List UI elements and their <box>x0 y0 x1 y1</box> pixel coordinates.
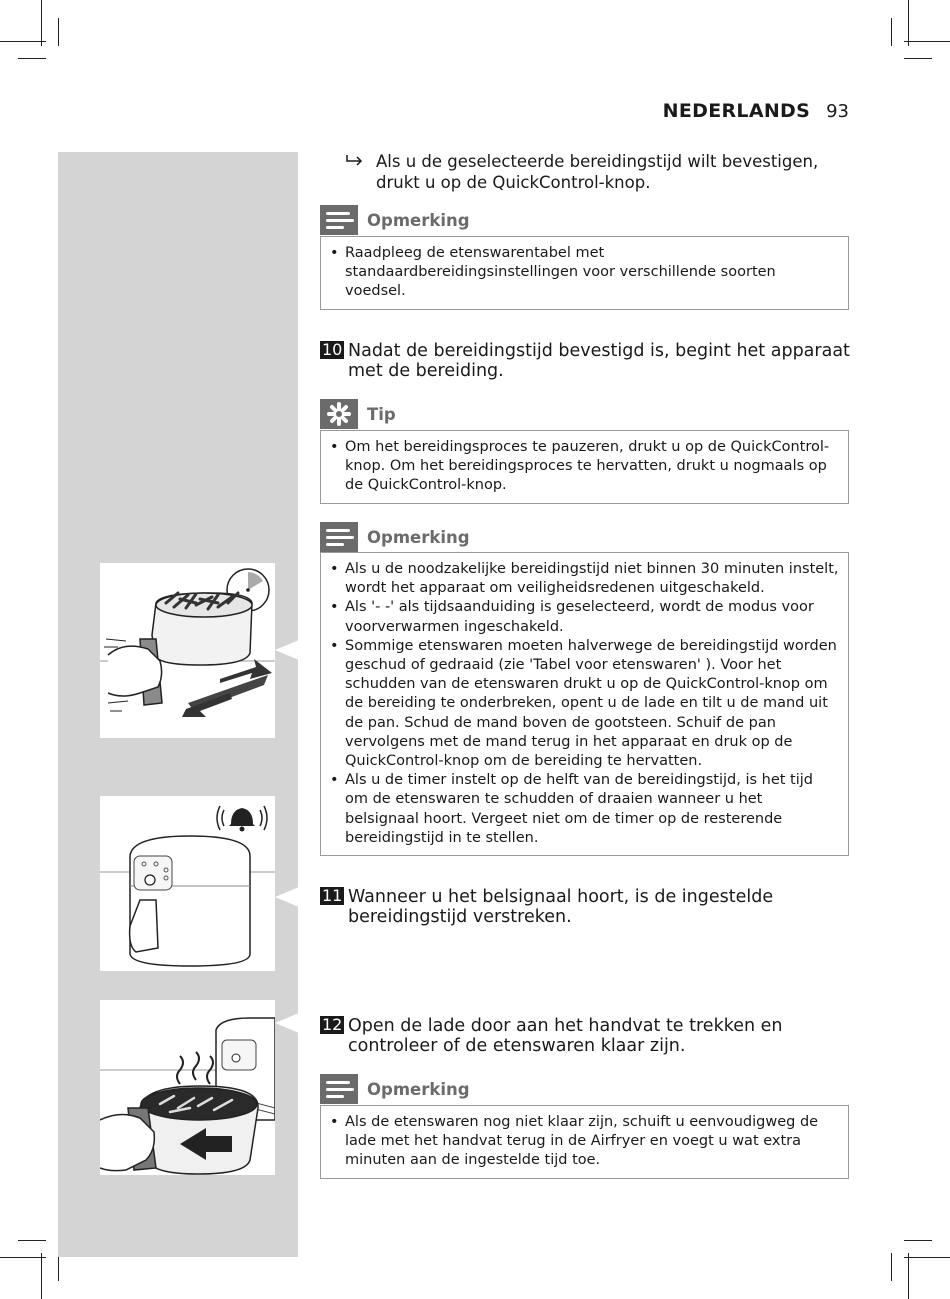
result-line <box>344 151 844 193</box>
note-box <box>320 236 849 310</box>
note-box <box>320 1105 849 1179</box>
step-11 <box>320 887 850 927</box>
note-lines-icon <box>320 205 358 235</box>
note-box <box>320 552 849 856</box>
illustration-pointer <box>275 640 299 660</box>
note-label: Opmerking <box>367 527 470 547</box>
bell-signal-drawing <box>100 796 275 971</box>
crop-mark <box>908 1253 909 1299</box>
note-item: • Als '- -' als tijdsaanduiding is geselecteerd, wordt de modus voor voorverwarmen ingeschakeld. <box>345 598 840 636</box>
crop-mark <box>904 1240 932 1241</box>
step-text: Nadat de bereidingstijd bevestigd is, begint het apparaat met de bereiding. <box>348 341 850 381</box>
note-label: Opmerking <box>367 210 470 230</box>
note-item: • Als de etenswaren nog niet klaar zijn, schuift u eenvoudigweg de lade met het handvat terug in de Airfryer en voegt u wat extra minuten aan de ingestelde tijd toe. <box>345 1113 840 1171</box>
result-arrow-icon <box>344 151 366 174</box>
crop-mark <box>0 41 46 42</box>
page-header <box>663 100 849 122</box>
step-10 <box>320 341 850 381</box>
open-drawer-drawing <box>100 1000 275 1175</box>
step-number: 11 <box>322 886 343 905</box>
note-item: • Sommige etenswaren moeten halverwege de bereidingstijd worden geschud of gedraaid (zie 'Tabel voor etenswaren' ). Voor het schudden van de etenswaren drukt u op de QuickControl-knop om de bereiding te onderbreken, opent u de lade en tilt u de mand uit de pan. Schud de mand boven de gootsteen. Schuif de pan vervolgens met de mand terug in het apparaat en druk op de QuickControl-knop om de bereiding te hervatten. <box>345 637 840 771</box>
bell-signal-illustration <box>100 796 275 971</box>
open-drawer-illustration <box>100 1000 275 1175</box>
note-heading <box>320 1074 470 1104</box>
crop-mark <box>908 0 909 46</box>
step-number: 10 <box>322 340 343 359</box>
crop-mark <box>18 58 46 59</box>
note-item: • Als u de noodzakelijke bereidingstijd niet binnen 30 minuten instelt, wordt het apparaat om veiligheidsredenen uitgeschakeld. <box>345 560 840 598</box>
crop-mark <box>891 1253 892 1281</box>
illustration-pointer <box>275 887 299 907</box>
step-text: Open de lade door aan het handvat te trekken en controleer of de etenswaren klaar zijn. <box>348 1016 783 1056</box>
note-heading <box>320 522 470 552</box>
crop-mark <box>904 58 932 59</box>
language-title: NEDERLANDS <box>662 100 811 122</box>
note-item: • Als u de timer instelt op de helft van de bereidingstijd, is het tijd om de etenswaren te schudden of draaien wanneer u het belsignaal hoort. Vergeet niet om de timer op de resterende bereidingstijd in te stellen. <box>345 771 840 848</box>
asterisk-tip-icon <box>320 399 358 429</box>
crop-mark <box>904 41 950 42</box>
tip-label: Tip <box>367 404 396 424</box>
crop-mark <box>58 18 59 46</box>
shake-basket-drawing <box>100 563 275 738</box>
crop-mark <box>891 18 892 46</box>
step-text: Wanneer u het belsignaal hoort, is de ingestelde bereidingstijd verstreken. <box>348 887 774 927</box>
illustration-pointer <box>275 1013 299 1033</box>
crop-mark <box>18 1240 46 1241</box>
step-12 <box>320 1016 850 1056</box>
note-heading <box>320 205 470 235</box>
crop-mark <box>41 1253 42 1299</box>
tip-item: • Om het bereidingsproces te pauzeren, drukt u op de QuickControl-knop. Om het bereidingsproces te hervatten, drukt u nogmaals op de QuickControl-knop. <box>345 438 840 496</box>
crop-mark <box>41 0 42 46</box>
note-lines-icon <box>320 1074 358 1104</box>
tip-box <box>320 430 849 504</box>
shake-basket-illustration <box>100 563 275 738</box>
tip-heading <box>320 399 396 429</box>
result-text: Als u de geselecteerde bereidingstijd wilt bevestigen, drukt u op de QuickControl-knop. <box>376 152 819 192</box>
note-lines-icon <box>320 522 358 552</box>
note-item: • Raadpleeg de etenswarentabel met standaardbereidingsinstellingen voor verschillende soorten voedsel. <box>345 244 840 302</box>
crop-mark <box>0 1257 46 1258</box>
page-number: 93 <box>826 101 849 122</box>
step-number: 12 <box>322 1015 343 1034</box>
note-label: Opmerking <box>367 1079 470 1099</box>
crop-mark <box>58 1253 59 1281</box>
crop-mark <box>904 1257 950 1258</box>
